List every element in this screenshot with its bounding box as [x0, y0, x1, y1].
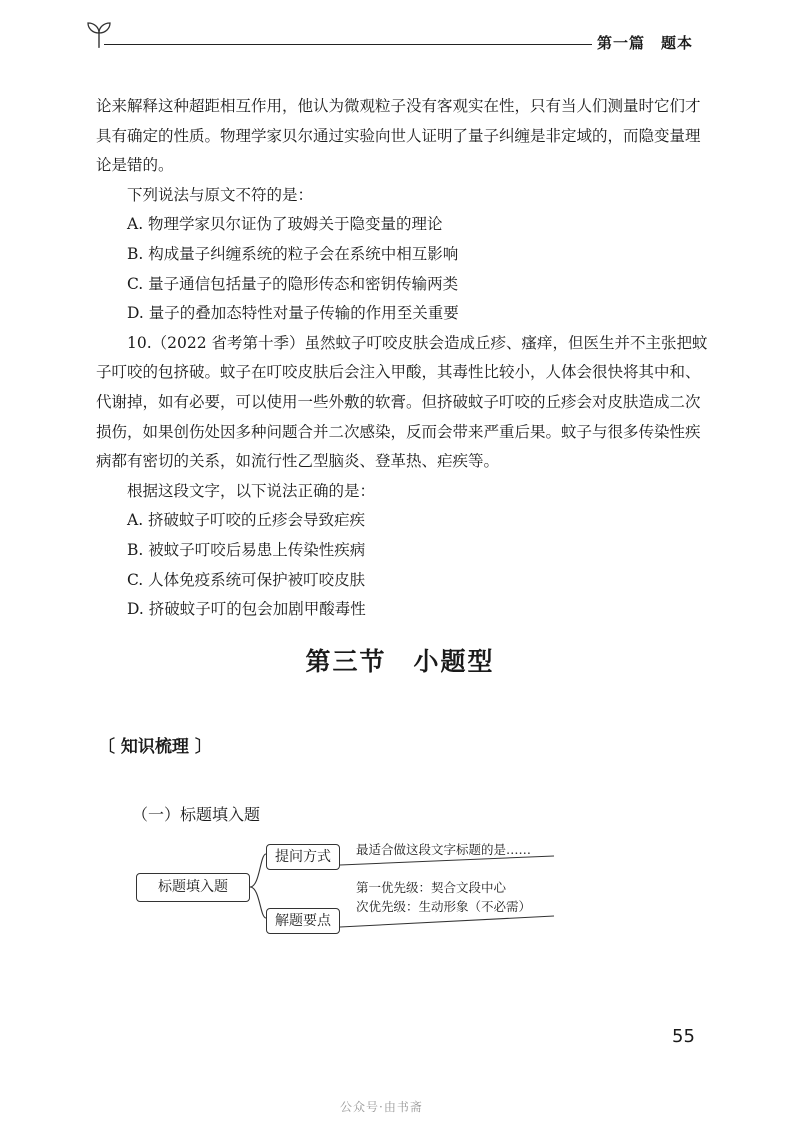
option-c: C. 量子通信包括量子的隐形传态和密钥传输两类	[127, 274, 459, 293]
header-rule	[104, 44, 592, 45]
question-10-text: 10.（2022 省考第十季）虽然蚊子叮咬皮肤会造成丘疹、瘙痒，但医生并不主张把蚊子叮咬的包挤破。蚊子在叮咬皮肤后会注入甲酸，其毒性比较小，人体会很快将其中和、代谢掉，如有必要，可以使用一些外敷的软膏。但挤破蚊子叮咬的丘疹会对皮肤造成二次损伤，如果创伤处因多种问题合并二次感染，反而会带来严重后果。蚊子与很多传染性疾病都有密切的关系，如流行性乙型脑炎、登革热、疟疾等。	[96, 333, 708, 471]
page-number: 55	[672, 1026, 695, 1047]
option-b: B. 被蚊子叮咬后易患上传染性疾病	[127, 540, 366, 559]
body-text	[96, 92, 708, 625]
header-section-label: 第一篇 题本	[597, 34, 694, 52]
branch1-text: 最适合做这段文字标题的是……	[356, 842, 532, 857]
root-node: 标题填入题	[136, 873, 250, 902]
branch2-text-2: 次优先级：生动形象（不必需）	[356, 899, 532, 914]
option-a: A. 物理学家贝尔证伪了玻姆关于隐变量的理论	[127, 215, 443, 234]
option-d: D. 挤破蚊子叮的包会加剧甲酸毒性	[127, 600, 366, 619]
option-c: C. 人体免疫系统可保护被叮咬皮肤	[127, 570, 366, 589]
option-d: D. 量子的叠加态特性对量子传输的作用至关重要	[127, 304, 459, 323]
section-title: 第三节 小题型	[305, 647, 495, 676]
question-prompt: 根据这段文字，以下说法正确的是：	[127, 481, 376, 500]
knowledge-heading: 〔 知识梳理 〕	[98, 737, 212, 757]
option-b: B. 构成量子纠缠系统的粒子会在系统中相互影响	[127, 244, 459, 263]
watermark: 公众号·由书斋	[340, 1100, 423, 1114]
paragraph: 论来解释这种超距相互作用，他认为微观粒子没有客观实在性，只有当人们测量时它们才具有确定的性质。物理学家贝尔通过实验向世人证明了量子纠缠是非定域的，而隐变量理论是错的。	[96, 97, 701, 175]
branch-node-question: 提问方式	[266, 844, 340, 870]
branch-node-solution: 解题要点	[266, 908, 340, 934]
subheading: （一）标题填入题	[132, 805, 261, 824]
page-header	[0, 0, 800, 60]
option-a: A. 挤破蚊子叮咬的丘疹会导致疟疾	[127, 511, 366, 530]
branch2-text-1: 第一优先级：契合文段中心	[356, 880, 507, 895]
question-prompt: 下列说法与原文不符的是：	[127, 185, 314, 204]
mind-map-diagram	[120, 830, 580, 940]
